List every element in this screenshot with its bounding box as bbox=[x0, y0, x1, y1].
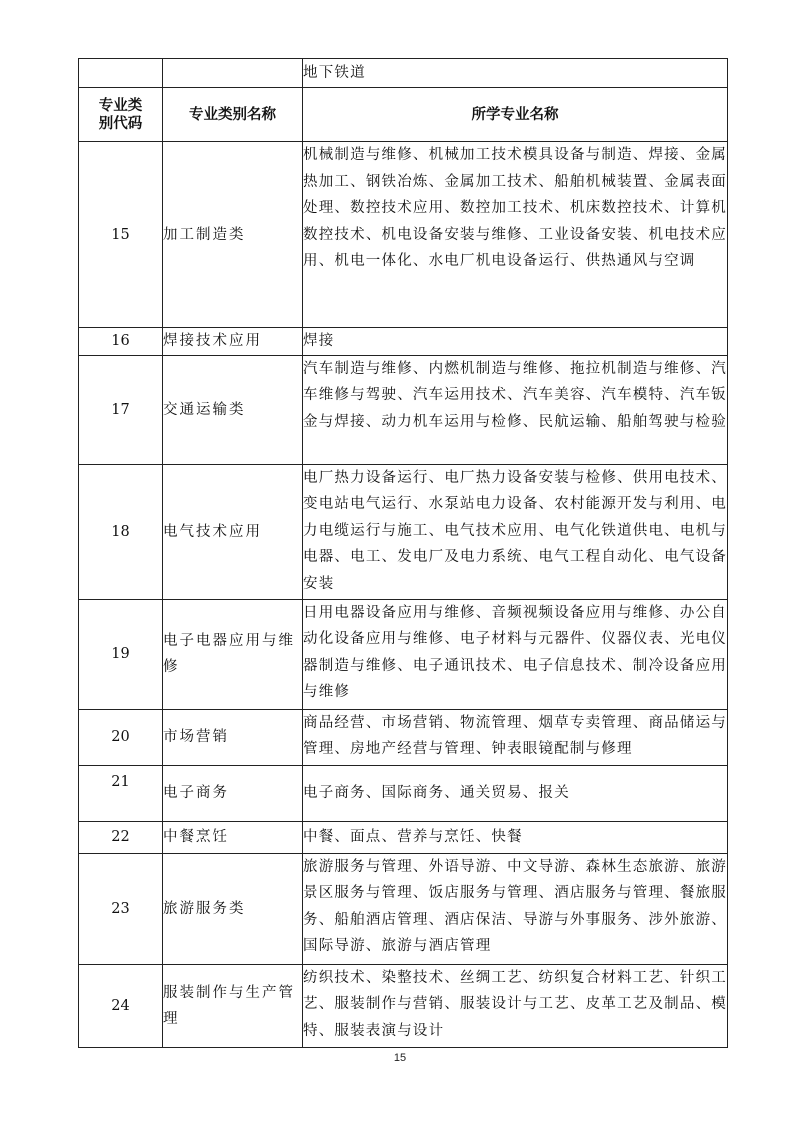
continuation-row bbox=[79, 59, 728, 88]
page-number: 15 bbox=[393, 1052, 407, 1064]
empty-cell bbox=[79, 59, 163, 88]
table-row bbox=[79, 853, 728, 964]
table-row bbox=[79, 821, 728, 853]
majors-list: 中餐、面点、营养与烹饪、快餐 bbox=[303, 821, 728, 853]
category-code: 21 bbox=[79, 765, 163, 821]
majors-list: 日用电器设备应用与维修、音频视频设备应用与维修、办公自动化设备应用与维修、电子材料与元器件、仪器仪表、光电仪器制造与维修、电子通讯技术、电子信息技术、制冷设备应用与维修 bbox=[303, 599, 728, 709]
majors-list: 商品经营、市场营销、物流管理、烟草专卖管理、商品储运与管理、房地产经营与管理、钟表眼镜配制与修理 bbox=[303, 709, 728, 765]
header-row bbox=[79, 88, 728, 142]
category-code: 24 bbox=[79, 964, 163, 1047]
category-code: 19 bbox=[79, 599, 163, 709]
table-row bbox=[79, 599, 728, 709]
continuation-text: 地下铁道 bbox=[303, 59, 728, 88]
table-row bbox=[79, 765, 728, 821]
header-code: 专业类别代码 bbox=[79, 88, 163, 142]
category-name: 交通运输类 bbox=[163, 355, 303, 464]
category-name: 旅游服务类 bbox=[163, 853, 303, 964]
category-name: 电子电器应用与维修 bbox=[163, 599, 303, 709]
majors-list: 纺织技术、染整技术、丝绸工艺、纺织复合材料工艺、针织工艺、服装制作与营销、服装设计与工艺、皮革工艺及制品、模特、服装表演与设计 bbox=[303, 964, 728, 1047]
category-code: 17 bbox=[79, 355, 163, 464]
table-row bbox=[79, 964, 728, 1047]
majors-table bbox=[78, 58, 728, 1048]
majors-list: 机械制造与维修、机械加工技术模具设备与制造、焊接、金属热加工、钢铁冶炼、金属加工技术、船舶机械装置、金属表面处理、数控技术应用、数控加工技术、机床数控技术、计算机数控技术、机电设备安装与维修、工业设备安装、机电技术应用、机电一体化、水电厂机电设备运行、供热通风与空调 bbox=[303, 142, 728, 328]
header-majors: 所学专业名称 bbox=[303, 88, 728, 142]
category-code: 18 bbox=[79, 464, 163, 599]
majors-list: 旅游服务与管理、外语导游、中文导游、森林生态旅游、旅游景区服务与管理、饭店服务与管理、酒店服务与管理、餐旅服务、船舶酒店管理、酒店保洁、导游与外事服务、涉外旅游、国际导游、旅游与酒店管理 bbox=[303, 853, 728, 964]
category-name: 电气技术应用 bbox=[163, 464, 303, 599]
majors-list: 电子商务、国际商务、通关贸易、报关 bbox=[303, 765, 728, 821]
majors-list: 电厂热力设备运行、电厂热力设备安装与检修、供用电技术、变电站电气运行、水泵站电力设备、农村能源开发与利用、电力电缆运行与施工、电气技术应用、电气化铁道供电、电机与电器、电工、发电厂及电力系统、电气工程自动化、电气设备安装 bbox=[303, 464, 728, 599]
empty-cell bbox=[163, 59, 303, 88]
category-name: 加工制造类 bbox=[163, 142, 303, 328]
category-code: 22 bbox=[79, 821, 163, 853]
category-name: 焊接技术应用 bbox=[163, 328, 303, 356]
table-row bbox=[79, 709, 728, 765]
header-name: 专业类别名称 bbox=[163, 88, 303, 142]
category-code: 15 bbox=[79, 142, 163, 328]
table-row bbox=[79, 328, 728, 356]
category-code: 23 bbox=[79, 853, 163, 964]
table-row bbox=[79, 355, 728, 464]
category-name: 电子商务 bbox=[163, 765, 303, 821]
category-name: 市场营销 bbox=[163, 709, 303, 765]
category-code: 20 bbox=[79, 709, 163, 765]
majors-list: 焊接 bbox=[303, 328, 728, 356]
category-name: 服装制作与生产管理 bbox=[163, 964, 303, 1047]
category-name: 中餐烹饪 bbox=[163, 821, 303, 853]
majors-list: 汽车制造与维修、内燃机制造与维修、拖拉机制造与维修、汽车维修与驾驶、汽车运用技术、汽车美容、汽车模特、汽车钣金与焊接、动力机车运用与检修、民航运输、船舶驾驶与检验 bbox=[303, 355, 728, 464]
table-row bbox=[79, 464, 728, 599]
category-code: 16 bbox=[79, 328, 163, 356]
table-row bbox=[79, 142, 728, 328]
